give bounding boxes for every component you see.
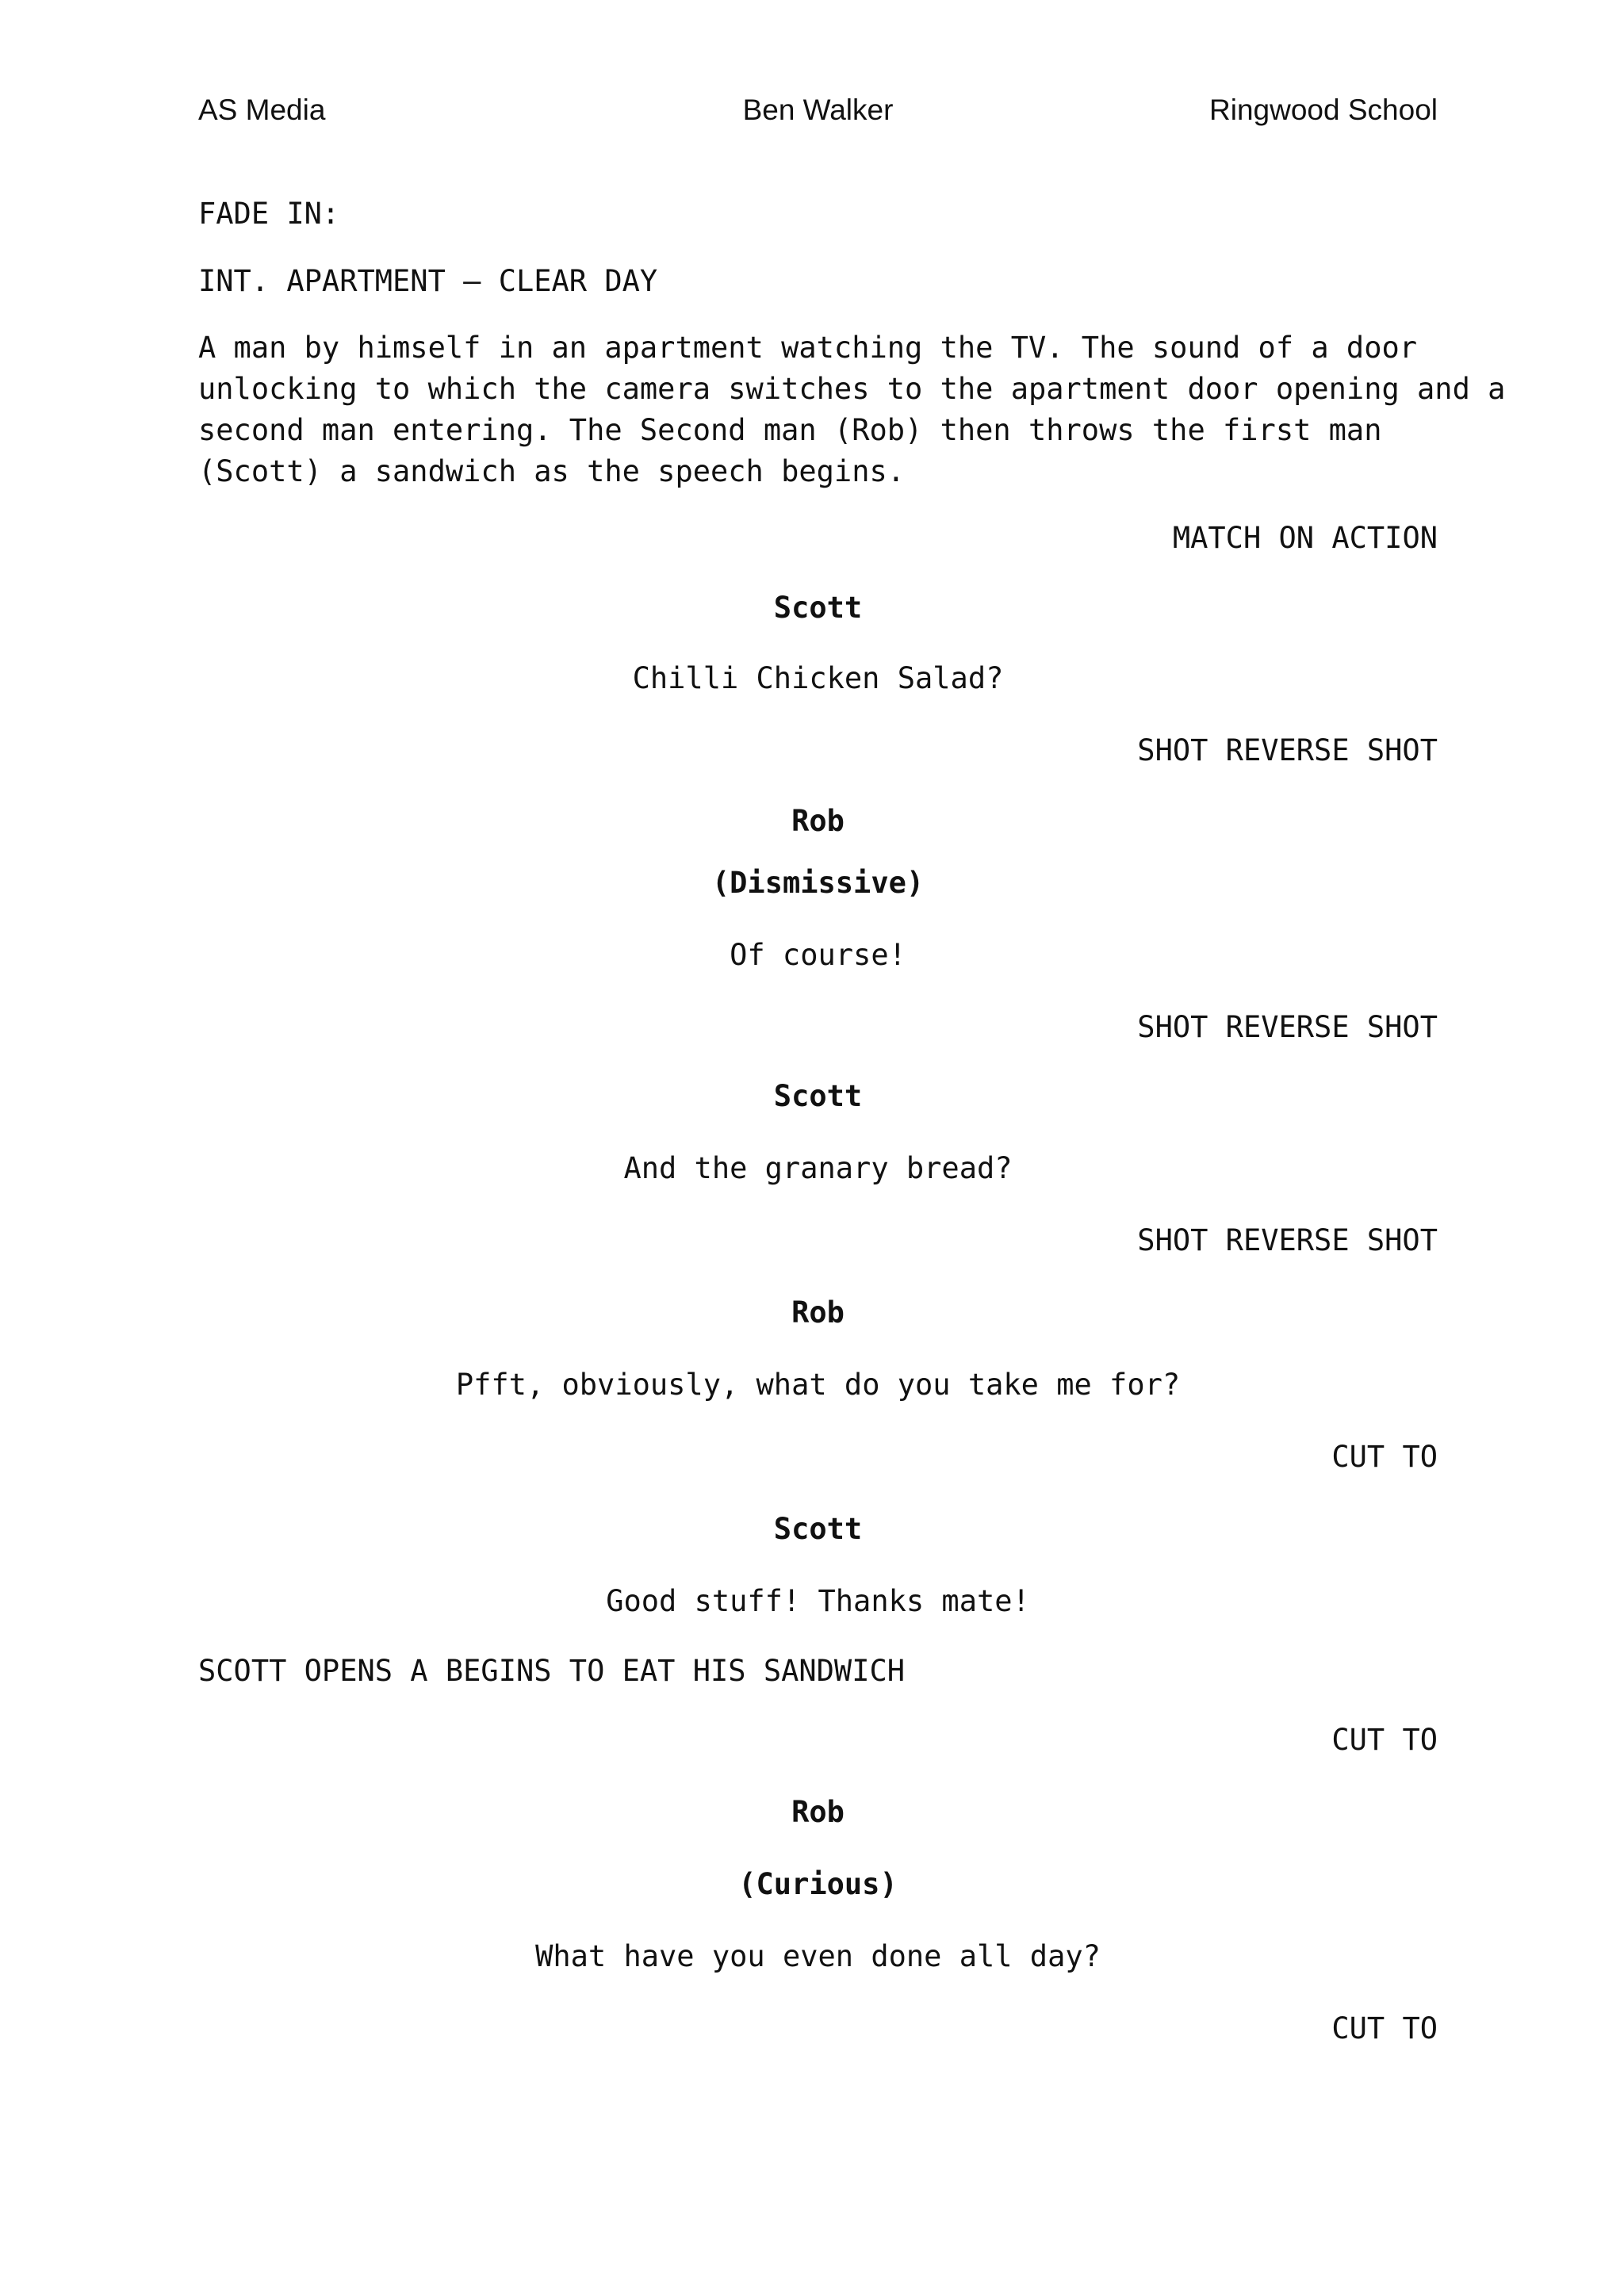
- action-line: A man by himself in an apartment watching the TV. The sound of a door: [198, 331, 1418, 365]
- dialogue-line: What have you even done all day?: [535, 1939, 1101, 1973]
- header-school: Ringwood School: [1209, 94, 1438, 126]
- parenthetical: (Curious): [738, 1867, 898, 1901]
- transition-cut-to: CUT TO: [1331, 1440, 1438, 1474]
- action-line: unlocking to which the camera switches to the apartment door opening and a: [198, 372, 1506, 406]
- character-name-scott: Scott: [773, 591, 863, 625]
- page-header: [198, 94, 1438, 133]
- transition-shot-reverse-shot: SHOT REVERSE SHOT: [1137, 733, 1438, 767]
- dialogue-line: Good stuff! Thanks mate!: [606, 1584, 1030, 1618]
- fade-in-transition: FADE IN:: [198, 197, 340, 231]
- header-author: Ben Walker: [742, 94, 894, 126]
- action-line: (Scott) a sandwich as the speech begins.: [198, 454, 906, 488]
- character-name-rob: Rob: [791, 1295, 845, 1330]
- action-line: SCOTT OPENS A BEGINS TO EAT HIS SANDWICH: [198, 1654, 906, 1688]
- parenthetical: (Dismissive): [711, 866, 925, 900]
- transition-cut-to: CUT TO: [1331, 2011, 1438, 2045]
- transition-cut-to: CUT TO: [1331, 1723, 1438, 1757]
- transition-shot-reverse-shot: SHOT REVERSE SHOT: [1137, 1223, 1438, 1257]
- character-name-rob: Rob: [791, 804, 845, 838]
- dialogue-line: Of course!: [730, 938, 906, 972]
- scene-heading: INT. APARTMENT – CLEAR DAY: [198, 264, 658, 298]
- dialogue-line: And the granary bread?: [623, 1151, 1013, 1185]
- character-name-scott: Scott: [773, 1079, 863, 1113]
- action-line: second man entering. The Second man (Rob) then throws the first man: [198, 413, 1382, 447]
- character-name-rob: Rob: [791, 1795, 845, 1829]
- character-name-scott: Scott: [773, 1512, 863, 1546]
- action-description: [198, 327, 1506, 492]
- transition-shot-reverse-shot: SHOT REVERSE SHOT: [1137, 1010, 1438, 1044]
- header-course: AS Media: [198, 94, 326, 126]
- transition-match-on-action: MATCH ON ACTION: [1172, 521, 1438, 555]
- dialogue-line: Pfft, obviously, what do you take me for?: [455, 1368, 1181, 1402]
- dialogue-line: Chilli Chicken Salad?: [632, 661, 1004, 695]
